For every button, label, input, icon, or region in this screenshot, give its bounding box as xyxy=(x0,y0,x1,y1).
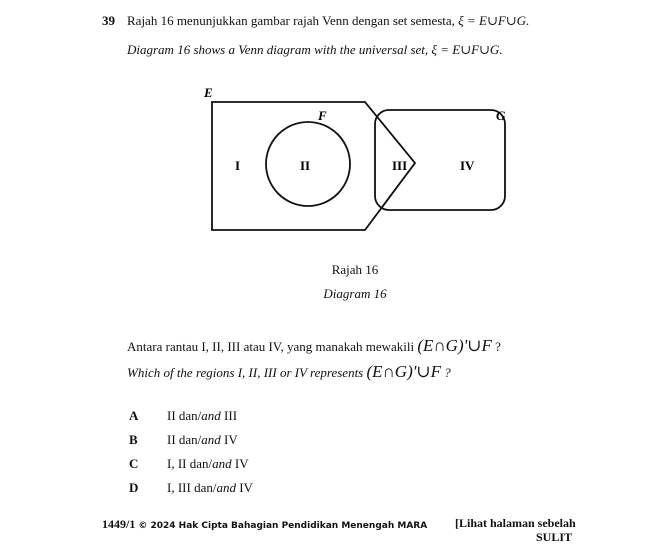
option-d-text-b: and xyxy=(216,480,236,495)
footer-paper-code xyxy=(102,517,427,532)
option-d-letter: D xyxy=(129,480,139,495)
diagram-caption-en: Diagram 16 xyxy=(323,286,387,301)
option-d-text-a: I, III dan/ xyxy=(167,480,217,495)
option-b-text-c: IV xyxy=(220,432,238,447)
label-f: F xyxy=(318,108,327,123)
next-page-note: [Lihat halaman sebelah xyxy=(455,516,576,530)
question-mark-en: ? xyxy=(441,365,451,380)
intro-malay-text: Rajah 16 menunjukkan gambar rajah Venn dengan set semesta, xyxy=(127,13,455,28)
option-c-text-a: I, II dan/ xyxy=(167,456,213,471)
region-ii-label: II xyxy=(300,158,311,173)
region-iv-label: IV xyxy=(460,158,475,173)
label-g: G xyxy=(496,108,506,123)
region-i-label: I xyxy=(235,158,241,173)
option-b-text-b: and xyxy=(201,432,221,447)
label-e: E xyxy=(204,85,213,100)
target-expression-en: (E∩G)'∪F xyxy=(366,362,442,381)
intro-english xyxy=(127,42,503,58)
option-b-text[interactable] xyxy=(167,432,238,448)
option-c-letter: C xyxy=(129,456,139,471)
option-a-text[interactable] xyxy=(167,408,237,424)
option-a-text-c: III xyxy=(220,408,238,423)
sulit-label: SULIT xyxy=(536,530,573,544)
intro-malay xyxy=(127,13,529,29)
question-number: 39 xyxy=(102,13,115,28)
copyright-text: © 2024 Hak Cipta Bahagian Pendidikan Menengah MARA xyxy=(138,521,428,531)
paper-code: 1449/1 xyxy=(102,517,136,531)
question-mark: ? xyxy=(491,339,501,354)
diagram-caption-ms: Rajah 16 xyxy=(331,262,379,277)
question-english xyxy=(127,362,451,382)
option-b-text-a: II dan/ xyxy=(167,432,202,447)
option-a-text-a: II dan/ xyxy=(167,408,202,423)
target-expression: (E∩G)'∪F xyxy=(417,336,492,355)
option-c-text-c: IV xyxy=(231,456,249,471)
option-a-text-b: and xyxy=(201,408,221,423)
option-a-letter: A xyxy=(129,408,139,423)
option-c-text-b: and xyxy=(212,456,232,471)
universal-set-expression: ξ = E∪F∪G. xyxy=(458,13,530,28)
option-d-text[interactable] xyxy=(167,480,253,496)
venn-diagram xyxy=(190,80,530,240)
question-english-text: Which of the regions I, II, III or IV represents xyxy=(127,365,364,380)
option-c-text[interactable] xyxy=(167,456,249,472)
universal-set-expression-en: ξ = E∪F∪G. xyxy=(431,42,503,57)
option-b-letter: B xyxy=(129,432,138,447)
intro-english-text: Diagram 16 shows a Venn diagram with the universal set, xyxy=(127,42,429,57)
question-malay xyxy=(127,336,501,356)
region-iii-label: III xyxy=(392,158,408,173)
question-malay-text: Antara rantau I, II, III atau IV, yang manakah mewakili xyxy=(127,339,415,354)
set-f-shape xyxy=(212,102,415,230)
option-d-text-c: IV xyxy=(235,480,253,495)
